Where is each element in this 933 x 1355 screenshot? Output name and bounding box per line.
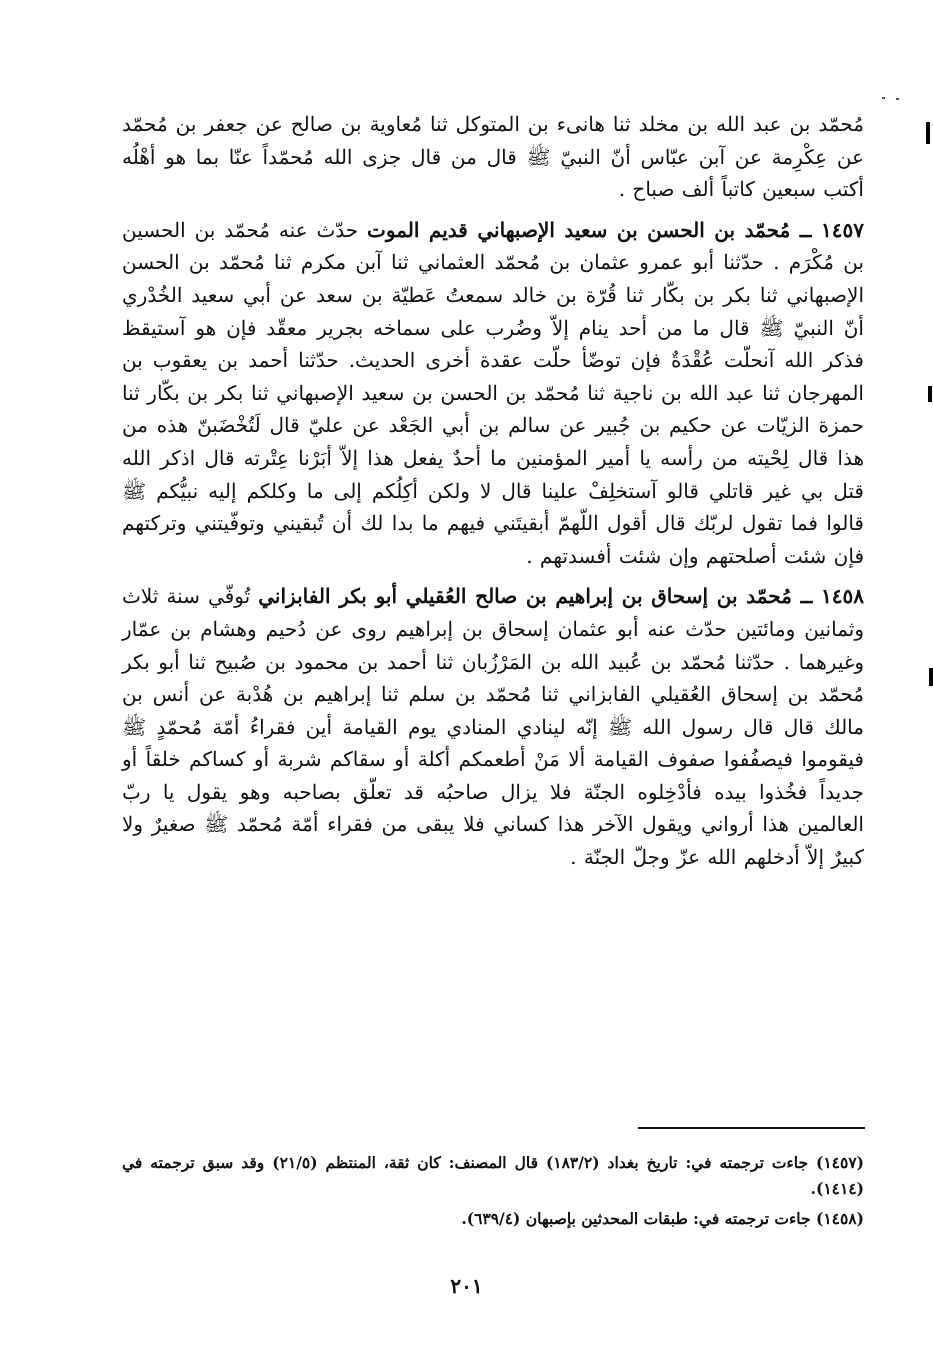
footnote-divider <box>638 1127 865 1129</box>
margin-scan-mark <box>929 668 933 686</box>
footnotes <box>122 1150 864 1236</box>
page-number: ٢٠١ <box>450 1274 483 1298</box>
opening-paragraph: مُحمّد بن عبد الله بن مخلد ثنا هانىء بن المتوكل ثنا مُعاوية بن صالح عن جعفر بن مُحمّد عن عِكْرِمة عن آبن عبّاس أنّ النبيّ ﷺ قال من قال جزى الله مُحمّداً عنّا بما هو أهْلُه أكتب سبعين كاتباً ألف صباح . <box>122 112 864 202</box>
footnote-1457: (١٤٥٧) جاءت ترجمته في: تاريخ بغداد (١٨٣/٢) قال المصنف: كان ثقة، المنتظم (٢١/٥) وقد سبق ترجمته في (١٤١٤). <box>122 1153 864 1198</box>
entry-1457 <box>122 214 864 573</box>
scan-speck <box>882 97 885 99</box>
entry-1457-body: حدّث عنه مُحمّد بن الحسين بن مُكْرَم . حدّثنا أبو عمرو عثمان بن مُحمّد العثماني ثنا آبن مكرم ثنا مُحمّد بن الحسن الإصبهاني ثنا بكر بن بكّار ثنا قُرّة بن خالد سمعتُ عَطيّة بن سعد عن أبي سعيد الخُدْري أنّ النبيّ ﷺ قال ما من أحد ينام إلاّ وضُرب على سماخه بجرير معقّد فإن هو آستيقظ فذكر الله آنحلّت عُقْدَةٌ فإن توضّأ حلّت عقدة أخرى الحديث. حدّثنا أحمد بن يعقوب بن المهرجان ثنا عبد الله بن ناجية ثنا مُحمّد بن الحسن بن سعيد الإصبهاني ثنا بكر بن بكّار ثنا حمزة الزيّات عن حكيم بن جُبير عن سالم بن أبي الجَعْد عن عليّ قال لَتُخْضَبنّ هذه من هذا قال لِحْيته من رأسه يا أمير المؤمنين ما أحدٌ يفعل هذا إلاّ أبَرْنا عِتْرته قال اذكر الله قتل بي غير قاتلي قالو آستخلِفْ علينا قال لا ولكن أكِلُكم إلى ما وكلكم إليه نبيُّكم ﷺ قالوا فما تقول لربّك قال أقول اللّهمّ أبقيتَني فيهم ما بدا لك أن تُبقيني وتوفّيتني وتركتهم فإن شئت أصلحتهم وإن شئت أفسدتهم . <box>122 217 864 568</box>
entry-1458-heading: ١٤٥٨ ــ مُحمّد بن إسحاق بن إبراهيم بن صالح العُقيلي أبو بكر الفابزاني <box>258 584 865 609</box>
margin-scan-mark <box>926 122 930 144</box>
footnote-1458: (١٤٥٨) جاءت ترجمته في: طبقات المحدثين بإصبهان (٦٣٩/٤). <box>461 1209 864 1228</box>
entry-1457-heading: ١٤٥٧ ــ مُحمّد بن الحسن بن سعيد الإصبهاني قديم الموت <box>367 217 864 242</box>
entry-1458 <box>122 580 864 873</box>
margin-scan-mark <box>928 386 932 402</box>
main-text <box>122 108 864 882</box>
entry-1458-body: تُوفّي سنة ثلاث وثمانين ومائتين حدّث عنه أبو عثمان إسحاق بن إبراهيم روى عن دُحيم وهشام بن عمّار وغيرهما . حدّثنا مُحمّد بن عُبيد الله بن المَرْزُبان ثنا أحمد بن محمود بن صُبيح ثنا أبو بكر مُحمّد بن إسحاق العُقيلي الفابزاني ثنا مُحمّد بن سلم ثنا إبراهيم بن هُدْبة عن أنس بن مالك قال قال رسول الله ﷺ إنّه لينادي المنادي يوم القيامة أين فقراءُ أمّة مُحمّدٍ ﷺ فيقوموا فيصفُفوا صفوف القيامة ألا مَنْ أطعمكم أكلة أو سقاكم شربة أو كساكم خلقاً أو جديداً فخُذوا بيده فأدْخِلوه الجنّة فلا يزال صاحبُه قد تعلّق بصاحبه وهو يقول يا ربّ العالمين هذا أرواني ويقول الآخر هذا كساني فلا يبقى من فقراء أمّة مُحمّد ﷺ صغيرٌ ولا كبيرٌ إلاّ أدخلهم الله عزّ وجلّ الجنّة . <box>122 584 864 870</box>
scan-speck <box>896 98 899 100</box>
